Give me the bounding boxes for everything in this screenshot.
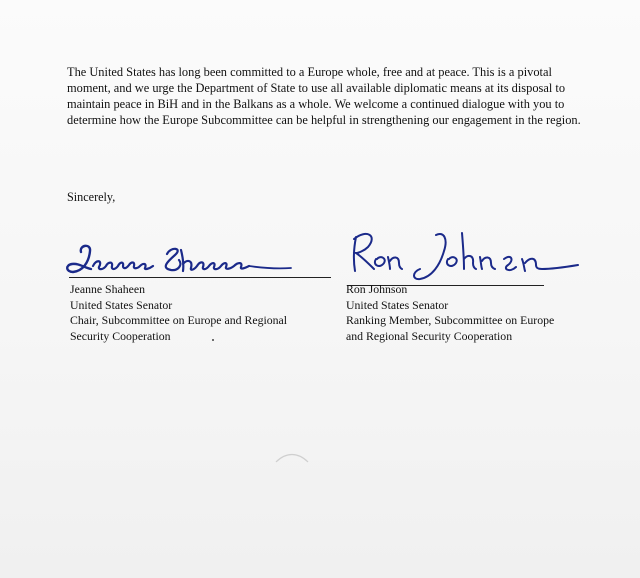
letter-body-paragraph: The United States has long been committed to a Europe whole, free and at peace. This is a pivotal moment, and we urge the Department of State to use all available diplomatic means at its disposal to maintain peace in BiH and in the Balkans as a whole. We welcome a continued dialogue with you to determine how the Europe Subcommittee can be helpful in strengthening our engagement in the region.: [67, 65, 581, 127]
letter-closing: Sincerely,: [67, 190, 116, 204]
signature-block-left: [63, 238, 343, 343]
signatory-role-right: Ranking Member, Subcommittee on Europe: [346, 313, 555, 328]
signatory-role-left: Chair, Subcommittee on Europe and Regional: [70, 313, 288, 328]
signature-line-left: [69, 277, 331, 278]
stray-ink-mark: [212, 339, 214, 341]
signatory-role-cont-left: Security Cooperation: [70, 328, 171, 343]
signatory-title-left: United States Senator: [70, 297, 173, 312]
signatory-name-left: Jeanne Shaheen: [70, 282, 146, 296]
signatory-role-cont-right: and Regional Security Cooperation: [346, 328, 513, 343]
signature-shaheen-handwritten: [63, 238, 303, 282]
signature-johnson-handwritten: [344, 225, 584, 287]
signatory-name-right: Ron Johnson: [346, 282, 408, 296]
signature-block-right: [344, 225, 614, 343]
paper-crease-mark: [272, 448, 312, 468]
signatory-title-right: United States Senator: [346, 297, 449, 312]
signatory-details-right: [346, 282, 606, 344]
signatory-details-left: [70, 282, 330, 344]
